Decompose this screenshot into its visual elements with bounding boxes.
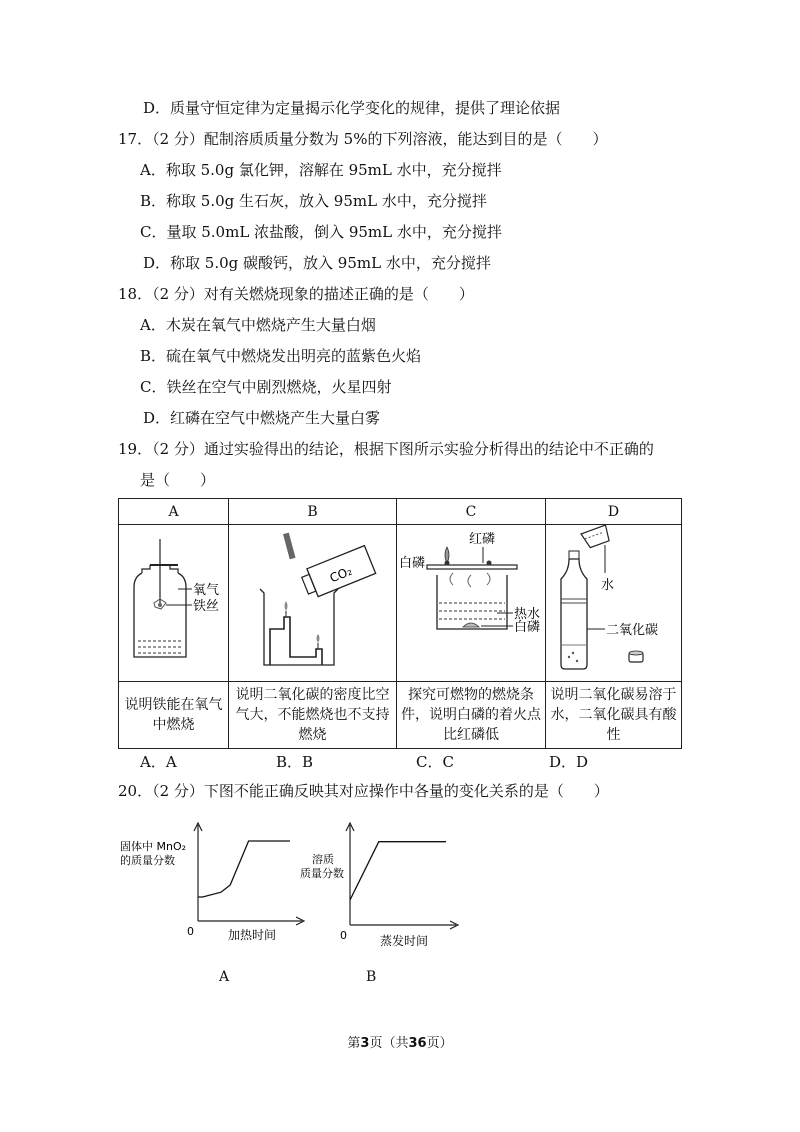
- q19-experiment-table: [118, 498, 682, 749]
- table-header-a: A: [119, 499, 229, 525]
- figure-d-co2-bottle: [546, 525, 682, 682]
- graph-b-caption: B: [366, 969, 377, 985]
- q19-answer-a: A．A: [140, 753, 177, 771]
- label-white-phosphorus-bottom: 白磷: [514, 620, 541, 635]
- q19-stem-line2: 是（ ）: [140, 471, 216, 489]
- graph-b-ylabel-1: 溶质: [312, 853, 334, 866]
- graph-a-ylabel-1: 固体中 MnO₂: [120, 840, 187, 853]
- q17-option-d: D．称取 5.0g 碳酸钙，放入 95mL 水中，充分搅拌: [143, 254, 491, 272]
- q17-option-a: A．称取 5.0g 氯化钾，溶解在 95mL 水中，充分搅拌: [140, 161, 502, 179]
- graph-a-ylabel-2: 的质量分数: [120, 854, 175, 867]
- graph-a-xlabel: 加热时间: [228, 928, 277, 942]
- q19-answer-d: D．D: [549, 753, 589, 771]
- table-header-b: B: [229, 499, 397, 525]
- label-white-phosphorus-top: 白磷: [399, 556, 426, 571]
- graph-b: [300, 823, 458, 948]
- figure-c-combustion-conditions: [397, 525, 546, 682]
- description-c: 探究可燃物的燃烧条件，说明白磷的着火点比红磷低: [397, 682, 546, 749]
- figure-b-co2-candles: [229, 525, 397, 682]
- q18-stem: 18．（2 分）对有关燃烧现象的描述正确的是（ ）: [118, 285, 474, 303]
- graph-a-origin: 0: [187, 925, 194, 938]
- graph-b-xlabel: 蒸发时间: [380, 934, 429, 948]
- q17-option-c: C．量取 5.0mL 浓盐酸，倒入 95mL 水中，充分搅拌: [140, 223, 502, 241]
- table-header-d: D: [546, 499, 682, 525]
- q18-option-d: D．红磷在空气中燃烧产生大量白雾: [143, 409, 381, 427]
- q16-option-d: D．质量守恒定律为定量揭示化学变化的规律，提供了理论依据: [143, 99, 561, 117]
- graph-a-caption: A: [219, 969, 230, 985]
- description-b: 说明二氧化碳的密度比空气大，不能燃烧也不支持燃烧: [229, 682, 397, 749]
- graph-a: [120, 823, 304, 942]
- label-co2: CO₂: [327, 563, 354, 586]
- q18-option-b: B．硫在氧气中燃烧发出明亮的蓝紫色火焰: [140, 347, 422, 365]
- footer-suffix: 页）: [426, 1036, 453, 1051]
- figure-a-iron-in-oxygen: [119, 525, 229, 682]
- jar-diagram: [120, 525, 228, 675]
- q20-stem: 20．（2 分）下图不能正确反映其对应操作中各量的变化关系的是（ ）: [118, 782, 609, 800]
- label-iron-wire: 铁丝: [192, 599, 219, 614]
- q19-stem-line1: 19．（2 分）通过实验得出的结论，根据下图所示实验分析得出的结论中不正确的: [118, 440, 654, 458]
- label-hot-water: 热水: [514, 607, 541, 622]
- label-oxygen: 氧气: [192, 583, 219, 598]
- q18-option-a: A．木炭在氧气中燃烧产生大量白烟: [140, 316, 376, 334]
- footer-total-pages: 36: [408, 1036, 427, 1051]
- graph-b-origin: 0: [340, 929, 347, 942]
- q19-answer-c: C．C: [416, 753, 454, 771]
- q17-stem: 17．（2 分）配制溶质质量分数为 5%的下列溶液，能达到目的是（ ）: [118, 130, 608, 148]
- page-footer: [0, 1032, 800, 1051]
- label-red-phosphorus: 红磷: [469, 532, 496, 547]
- copper-plate-diagram: [397, 525, 545, 675]
- beaker-diagram: [230, 525, 396, 675]
- footer-mid: 页（共: [369, 1036, 409, 1051]
- q18-option-c: C．铁丝在空气中剧烈燃烧，火星四射: [140, 378, 392, 396]
- label-co2-bottle: 二氧化碳: [605, 623, 658, 638]
- bottle-diagram: [547, 525, 681, 675]
- footer-page-number: 3: [360, 1036, 370, 1051]
- label-water: 水: [600, 578, 614, 593]
- description-a: 说明铁能在氧气中燃烧: [119, 682, 229, 749]
- graph-b-ylabel-2: 质量分数: [300, 867, 344, 880]
- graph-b-series-line: [350, 842, 446, 900]
- q19-answer-b: B．B: [276, 753, 314, 771]
- footer-prefix: 第: [347, 1036, 361, 1051]
- q20-graphs: [0, 815, 800, 1015]
- q17-option-b: B．称取 5.0g 生石灰，放入 95mL 水中，充分搅拌: [140, 192, 487, 210]
- graph-a-series-line: [198, 841, 290, 897]
- description-d: 说明二氧化碳易溶于水，二氧化碳具有酸性: [546, 682, 682, 749]
- table-header-c: C: [397, 499, 546, 525]
